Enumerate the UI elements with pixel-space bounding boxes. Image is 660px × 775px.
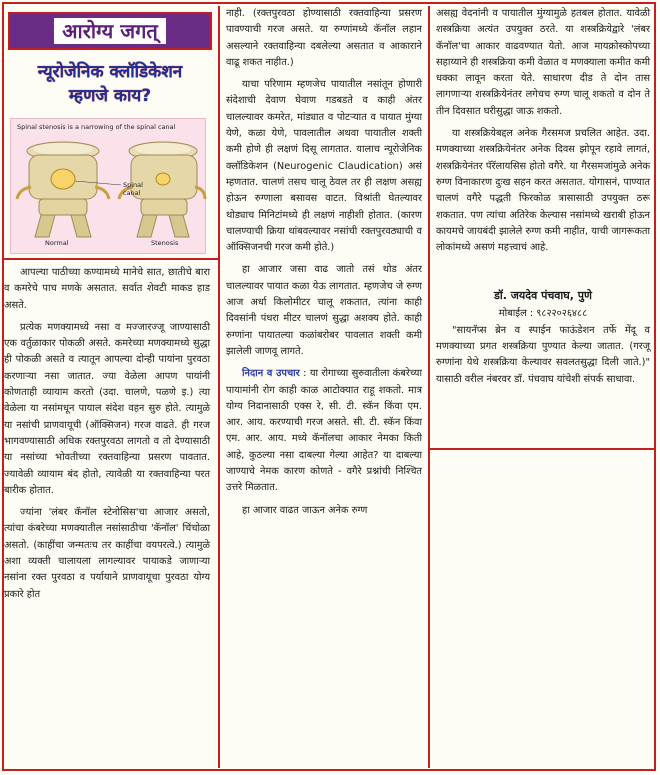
column-1-body [4,265,210,603]
diagnosis-subhead: निदान व उपचार [242,368,300,380]
column-divider [218,6,220,768]
closing-paragraph: "सायनॅप्स ब्रेन व स्पाईन फाऊंडेशन तर्फे मेंदू व मणक्याच्या प्रगत शस्त्रक्रिया पुण्यात केल्या जातात. (गरजू रुग्णांना येथे शस्त्रक्रिया केल्यावर सवलतसुद्धा दिली जाते.)" यासाठी वरील नंबरवर डॉ. पंचवाघ यांचेशी संपर्क साधावा. [436,324,650,385]
column-divider [428,6,430,768]
headline-line-2: म्हणजे काय? [68,86,152,106]
column-3 [432,6,654,771]
section-banner [8,12,212,50]
paragraph: असह्य वेदनांनी व पायातील मुंग्यामुळे हतबल होतात. यावेळी शस्त्रक्रिया अत्यंत उपयुक्त ठरते. या शस्त्रक्रियेद्वारे 'लंबर कॅनॉल'चा आकार वाढवण्यात येतो. आज मायक्रोस्कोपच्या सहाय्याने ही शस्त्रक्रिया कमी वेळात व मणक्याला कमीत कमी धक्का लावून करता येते. साधारण दीड ते दोन तास लागणाऱ्या शस्त्रक्रियेनंतर लगेचच रुग्ण चालू शकतो व दोन ते तीन दिवसात घरीसुद्धा जाऊ शकतो. [436,8,650,117]
figure-caption: Spinal stenosis is a narrowing of the spinal canal [17,123,176,131]
normal-label: Normal [45,239,69,247]
paragraph: याचा परिणाम म्हणजेच पायातील नसांतून होणारी संदेशाची देवाण घेवाण गडबडते व काही अंतर चालल्यावर कमरेत, मांड्यात व पोटऱ्यात व पायात मुंग्या येणे, कळा येणे, पावलातील अथवा पायातील शक्ती कमी होणे ही लक्षणं दिसू लागतात. यालाच न्यूरोजेनिक क्लॉडिकेशन (Neurogenic Claudication) असं म्हणतात. चालणं तसच चालू ठेवल तर ही लक्षण असह्य होऊन रुग्णाला बसावस वाटत. विश्रांती घेतल्यावर थोड्याच मिनिटांमध्ये ही लक्षणं नाहीशी होतात. (कारण चालण्याची क्रिया थांबवल्यावर नसांची रक्तपुरवठ्याची व ऑक्सिजनची गरज कमी होते.) [226,79,422,254]
paragraph: प्रत्येक मणक्यामध्ये नसा व मज्जारज्जू जाण्यासाठी एक वर्तुळाकार पोकळी असते. कमरेच्या मणक्यामध्ये सुद्धा ही पोकळी असते व त्यातून आपल्या दोन्ही पायांना पुरवठा करणाऱ्या नसा जातात. ज्या वेळेला आपण पायांनी कोणताही व्यायाम करतो (उदा. चालणे, पळणे इ.) त्या वेळेला या नसांमधून पायाल संदेश वहन सुरु होते. त्यामुळे या नसांची प्राणवायूची (ऑक्सिजन) गरज वाढते. ही गरज भागवण्यासाठी अधिक रक्तपुरवठा लागतो व तो देण्यासाठी या नसांच्या भोवतीच्या रक्तवाहिन्या प्रसरण पावतात. ज्यावेळी व्यायाम बंद होतो, त्यावेळी या रक्तवाहिन्या परत बारीक होतात. [4,321,210,496]
paragraph: या शस्त्रक्रियेबद्दल अनेक गैरसमज प्रचलित आहेत. उदा. मणक्याच्या शस्त्रक्रियेनंतर अनेक दिवस झोपून रहावे लागतं, शस्त्रक्रियेनंतर पॅरॅलायसिस होतो वगैरे. या गैरसमजांमुळे अनेक रुग्ण विनाकारण दुःख सहन करत असतात. योगासनं, पाण्यात चालणं वगैरे पद्धती फिरकोळ त्रासासाठी उपयुक्त ठरू शकतात. पण त्यांचा अतिरेक केल्यास नसांमध्ये खराबी होऊन कायमचे जायबंदी झालेले रुग्ण कमी नाहीत, याची जागरूकता लोकांमध्ये असणं महत्त्वाचं आहे. [436,128,650,254]
section-title: आरोग्य जगत् [54,18,165,44]
stenosis-label: Stenosis [151,239,179,247]
author-mobile: मोबाईल : ९८२२०२६४८८ [498,308,588,320]
normal-vertebra-image [17,142,109,237]
paragraph: हा आजार वाढत जाऊन अनेक रुग्ण [242,504,368,516]
diagnosis-paragraph [226,366,422,496]
diagnosis-text: : या रोगाच्या सुरुवातीला कंबरेच्या पायामांनी रोग काही काळ आटोक्यात राहू शकतो. मात्र योग्य निदानासाठी एक्स रे, सी. टी. स्कॅन किंवा एम. आर. आय. करण्याची गरज असते. सी. टी. स्कॅन किंवा एम. आर. आय. मध्ये कॅनॉलचा आकार नेमका किती आहे, कुठल्या नसा दाबल्या गेल्या आहेत? या दाबल्या जाण्याचे नेमक कारण कोणते - वगैरे प्रश्नांची निश्चित उत्तरे मिळतात. [226,368,422,494]
paragraph: हा आजार जसा वाढ जातो तसं थोड अंतर चालल्यावर पायात कळा येऊ लागतात. म्हणजेच जे रुग्ण आज अर्धा किलोमीटर चालू शकतात, त्यांना काही दिवसांनी पंधरा मीटर चालणं सुद्धा अशक्य होते. काही रुग्णांना पायातल्या कळांबरोबर पावलात शक्ती कमी झालेली जाणवू लागते. [226,264,422,357]
spinal-canal-label: Spinal canal [123,181,143,197]
spine-figure [10,118,206,254]
headline [4,50,216,108]
paragraph: ज्यांना 'लंबर कॅनॉल स्टेनोसिस'चा आजार असतो, त्यांचा कंबरेच्या मणक्यातील नसांसाठीचा 'कॅनॉल' चिंचोळा असतो. (काहींचा जन्मतःच तर काहींचा वयपरत्वे.) त्यामुळे अशा व्यक्ती चालायला लागल्यावर पायाकडे जाणाऱ्या नसांना रक्त पुरवठा व पर्यायाने प्राणवायूचा पुरवठा योग्य प्रकारे होत [4,507,210,600]
headline-line-1: न्यूरोजेनिक क्लॉडिकेशन [37,62,183,82]
vertebra-illustration [11,119,207,255]
paragraph: नाही. (रक्तपुरवठा होण्यासाठी रक्तवाहिन्या प्रसरण पावण्याची गरज असते. या रुग्णांमध्ये कॅनॉल लहान असल्याने रक्तवाहिन्या दबलेल्या असतात व आकाराने वाढू शकत नाहीत.) [226,8,422,68]
column-2 [222,6,426,771]
author-name: डॉ. जयदेव पंचवाघ, पुणे [494,289,592,303]
paragraph: आपल्या पाठीच्या कण्यामध्ये मानेचे सात, छातीचे बारा व कमरेचे पाच मणके असतात. सर्वात शेवटी माकड हाड असते. [4,267,210,311]
